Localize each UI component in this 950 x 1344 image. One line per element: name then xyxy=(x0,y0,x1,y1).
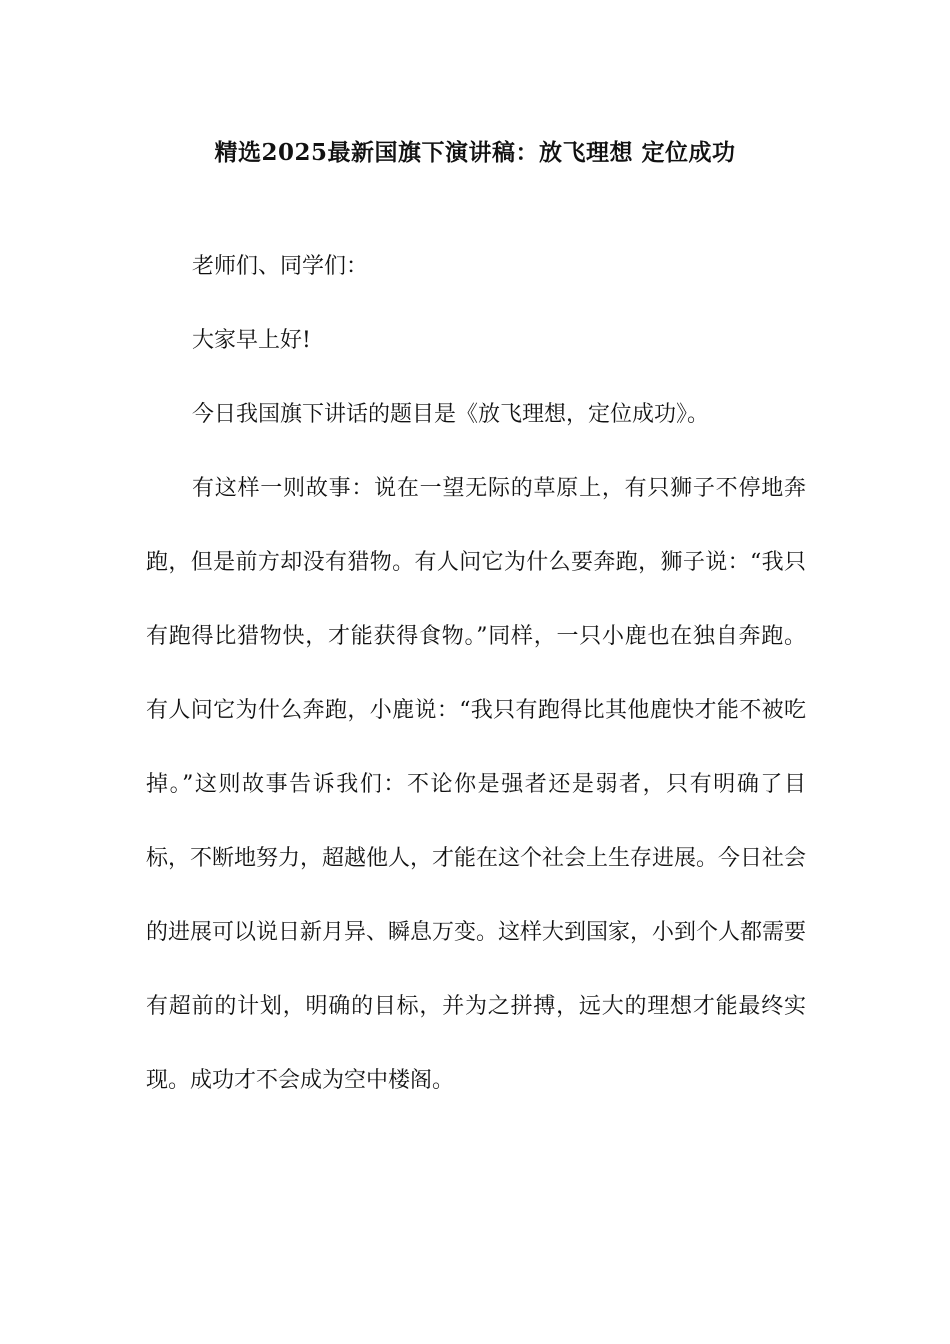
document-title: 精选2025最新国旗下演讲稿：放飞理想 定位成功 xyxy=(214,139,736,166)
salutation: 老师们、同学们： xyxy=(192,254,369,279)
document-body xyxy=(146,230,806,1118)
story-paragraph: 有这样一则故事：说在一望无际的草原上，有只狮子不停地奔跑，但是前方却没有猎物。有人问它为什么要奔跑，狮子说：“我只有跑得比猎物快，才能获得食物。”同样，一只小鹿也在独自奔跑。有人问它为什么奔跑，小鹿说：“我只有跑得比其他鹿快才能不被吃掉。”这则故事告诉我们：不论你是强者还是弱者，只有明确了目标，不断地努力，超越他人，才能在这个社会上生存进展。今日社会的进展可以说日新月异、瞬息万变。这样大到国家，小到个人都需要有超前的计划，明确的目标，并为之拼搏，远大的理想才能最终实现。成功才不会成为空中楼阁。 xyxy=(146,476,807,1093)
greeting: 大家早上好! xyxy=(192,328,311,353)
topic-paragraph: 今日我国旗下讲话的题目是《放飞理想，定位成功》。 xyxy=(192,402,710,427)
